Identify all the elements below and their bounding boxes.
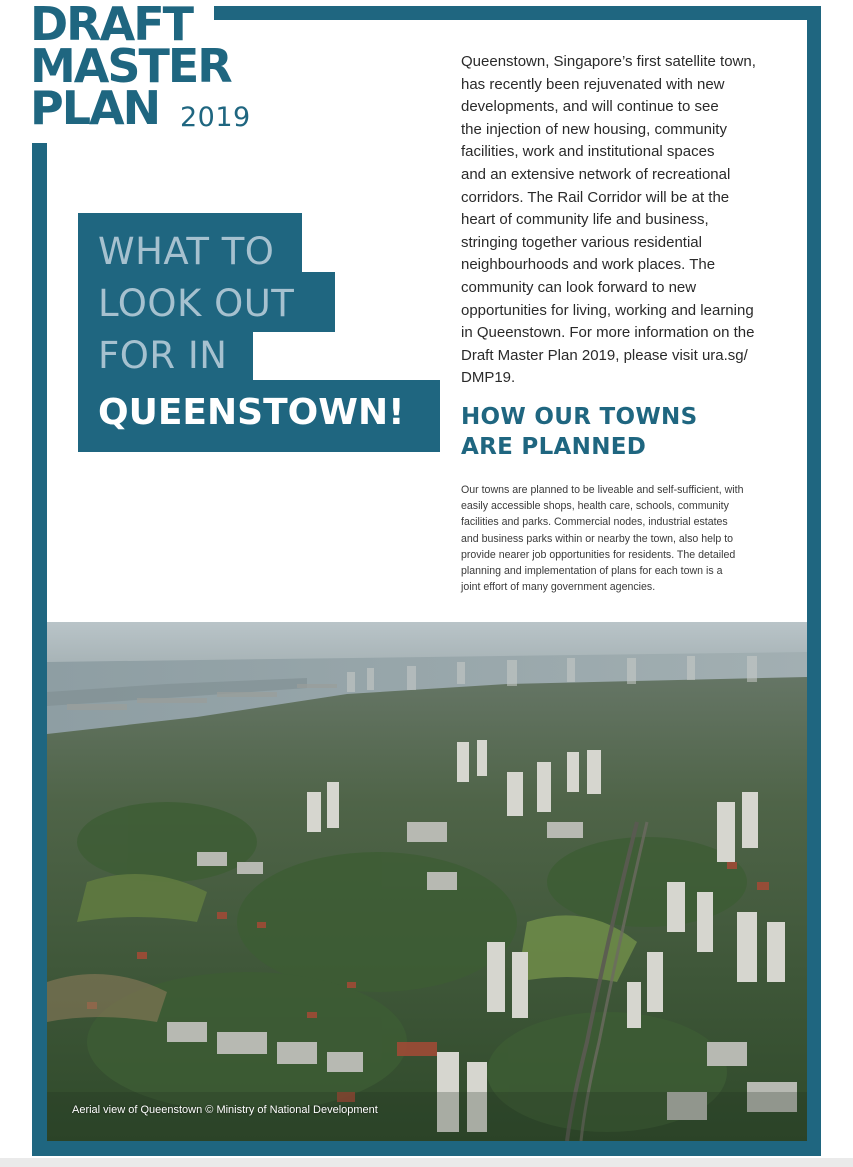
section-heading-line-2: ARE PLANNED — [461, 434, 647, 460]
intro-line: facilities, work and institutional spaces — [461, 143, 715, 161]
section-body-line: joint effort of many government agencies. — [461, 581, 656, 594]
intro-line: heart of community life and business, — [461, 211, 709, 229]
section-body-line: Our towns are planned to be liveable and self-sufficient, with — [461, 484, 744, 496]
intro-line: has recently been rejuvenated with new — [461, 75, 725, 93]
headline-line-3: FOR IN — [98, 334, 228, 377]
section-body-line: easily accessible shops, health care, schools, community — [461, 500, 729, 513]
intro-line: developments, and will continue to see — [461, 98, 719, 116]
draft-master-plan-logo — [30, 2, 270, 137]
logo-line-plan: PLAN — [30, 81, 160, 135]
headline-town-name: QUEENSTOWN! — [98, 392, 405, 433]
section-body-line: planning and implementation of plans for each town is a — [461, 565, 723, 578]
section-body-paragraph — [461, 482, 791, 595]
section-heading-line-1: HOW OUR TOWNS — [461, 404, 698, 430]
headline-line-1: WHAT TO — [98, 230, 275, 273]
section-body-line: facilities and parks. Commercial nodes, industrial estates — [461, 516, 728, 529]
aerial-photo — [47, 622, 807, 1141]
intro-line: Draft Master Plan 2019, please visit ura.sg/ — [461, 346, 748, 364]
intro-line: corridors. The Rail Corridor will be at the — [461, 188, 730, 206]
intro-line: stringing together various residential — [461, 233, 702, 251]
photo-caption: Aerial view of Queenstown © Ministry of National Development — [72, 1104, 378, 1116]
logo-year: 2019 — [180, 102, 251, 133]
intro-line: neighbourhoods and work places. The — [461, 256, 716, 274]
frame-top-border — [214, 6, 821, 20]
section-body-line: provide nearer job opportunities for residents. The detailed — [461, 548, 736, 561]
logo-line-draft: DRAFT — [30, 0, 193, 51]
headline-line-2: LOOK OUT — [98, 282, 295, 325]
intro-line: opportunities for living, working and learning — [461, 301, 754, 319]
page-bottom-edge — [0, 1158, 853, 1167]
intro-line: in Queenstown. For more information on the — [461, 324, 755, 342]
section-heading — [461, 402, 791, 462]
intro-line: and an extensive network of recreational — [461, 165, 731, 183]
logo-line-master: MASTER — [30, 39, 231, 93]
intro-line: community can look forward to new — [461, 278, 697, 296]
frame-right-border — [807, 6, 821, 1156]
section-body-line: and business parks within or nearby the town, also help to — [461, 532, 734, 545]
frame-bottom-border — [32, 1141, 821, 1156]
intro-paragraph — [461, 51, 781, 390]
aerial-photo-illustration — [47, 622, 807, 1141]
frame-left-border — [32, 143, 47, 1156]
intro-line: Queenstown, Singapore’s first satellite town, — [461, 53, 756, 70]
intro-line: the injection of new housing, community — [461, 120, 727, 138]
intro-line: DMP19. — [461, 369, 516, 387]
